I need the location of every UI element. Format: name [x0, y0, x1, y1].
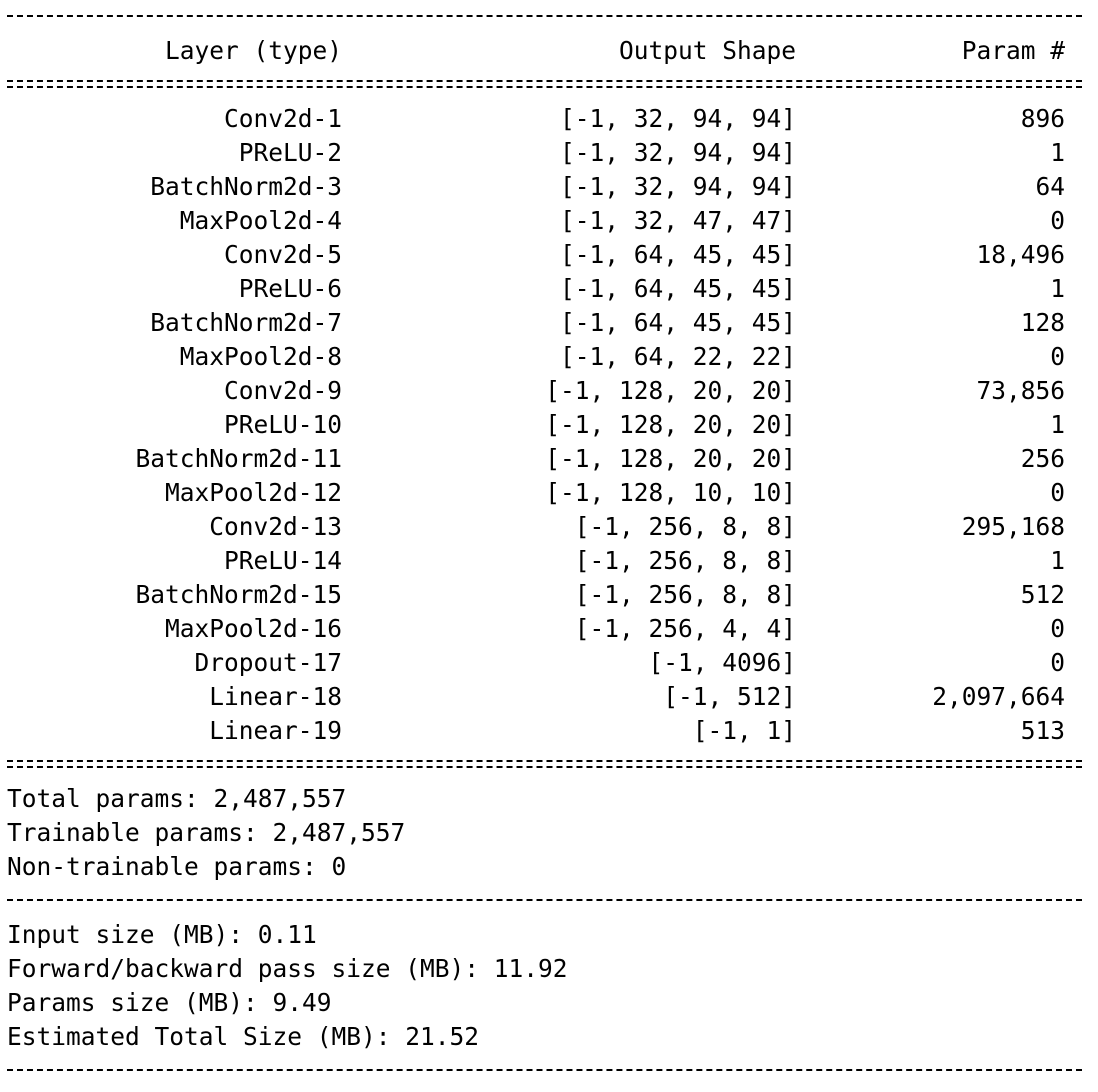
- header-row: [7, 34, 1082, 68]
- output-shape: [-1, 64, 45, 45]: [559, 240, 796, 269]
- layer-name: PReLU-6: [238, 274, 342, 303]
- param-count: 1: [1050, 138, 1065, 167]
- table-row: [7, 204, 1082, 238]
- param-count: 0: [1050, 342, 1065, 371]
- forward-backward-size: Forward/backward pass size (MB): 11.92: [7, 954, 568, 983]
- table-row: [7, 544, 1082, 578]
- param-count: 0: [1050, 614, 1065, 643]
- output-shape: [-1, 32, 94, 94]: [559, 138, 796, 167]
- output-shape: [-1, 512]: [663, 682, 796, 711]
- layer-name: MaxPool2d-16: [164, 614, 342, 643]
- output-shape: [-1, 128, 10, 10]: [545, 478, 796, 507]
- layer-name: MaxPool2d-8: [179, 342, 342, 371]
- table-row: [7, 510, 1082, 544]
- middle-dash-rule: [7, 884, 1082, 918]
- table-row: [7, 476, 1082, 510]
- layer-name: BatchNorm2d-15: [135, 580, 342, 609]
- param-count: 1: [1050, 410, 1065, 439]
- table-row: [7, 408, 1082, 442]
- total-params: Total params: 2,487,557: [7, 784, 347, 813]
- table-row: [7, 578, 1082, 612]
- table-row: [7, 340, 1082, 374]
- header-output-shape: Output Shape: [618, 36, 796, 65]
- param-count: 1: [1050, 274, 1065, 303]
- header-double-rule: [7, 68, 1082, 102]
- layer-name: MaxPool2d-4: [179, 206, 342, 235]
- table-row: [7, 646, 1082, 680]
- param-count: 64: [1035, 172, 1065, 201]
- table-row: [7, 442, 1082, 476]
- output-shape: [-1, 32, 94, 94]: [559, 104, 796, 133]
- input-size: Input size (MB): 0.11: [7, 920, 317, 949]
- param-count: 0: [1050, 206, 1065, 235]
- table-end-double-rule: [7, 748, 1082, 782]
- non-trainable-params: Non-trainable params: 0: [7, 852, 347, 881]
- param-count: 18,496: [976, 240, 1065, 269]
- header-param-count: Param #: [961, 36, 1065, 65]
- layer-name: PReLU-2: [238, 138, 342, 167]
- output-shape: [-1, 32, 47, 47]: [559, 206, 796, 235]
- layer-name: Conv2d-1: [223, 104, 342, 133]
- bottom-dash-rule: [7, 1054, 1082, 1088]
- param-count: 0: [1050, 648, 1065, 677]
- layer-name: Conv2d-5: [223, 240, 342, 269]
- estimated-total-size: Estimated Total Size (MB): 21.52: [7, 1022, 480, 1051]
- top-dash-rule: [7, 0, 1082, 34]
- param-count: 256: [1020, 444, 1065, 473]
- layer-name: PReLU-10: [223, 410, 342, 439]
- table-row: [7, 238, 1082, 272]
- layer-name: BatchNorm2d-3: [150, 172, 342, 201]
- table-row: [7, 102, 1082, 136]
- output-shape: [-1, 256, 8, 8]: [574, 546, 796, 575]
- layer-name: Dropout-17: [194, 648, 342, 677]
- param-count: 896: [1020, 104, 1065, 133]
- model-summary: [7, 0, 1082, 1088]
- output-shape: [-1, 128, 20, 20]: [545, 376, 796, 405]
- output-shape: [-1, 64, 22, 22]: [559, 342, 796, 371]
- table-row: [7, 272, 1082, 306]
- layer-table-body: [7, 102, 1082, 748]
- output-shape: [-1, 256, 4, 4]: [574, 614, 796, 643]
- output-shape: [-1, 64, 45, 45]: [559, 308, 796, 337]
- table-row: [7, 306, 1082, 340]
- output-shape: [-1, 4096]: [648, 648, 796, 677]
- layer-name: BatchNorm2d-7: [150, 308, 342, 337]
- param-count: 0: [1050, 478, 1065, 507]
- layer-name: MaxPool2d-12: [164, 478, 342, 507]
- output-shape: [-1, 128, 20, 20]: [545, 444, 796, 473]
- output-shape: [-1, 32, 94, 94]: [559, 172, 796, 201]
- table-row: [7, 374, 1082, 408]
- layer-name: Conv2d-9: [223, 376, 342, 405]
- table-row: [7, 714, 1082, 748]
- params-size: Params size (MB): 9.49: [7, 988, 332, 1017]
- param-count: 128: [1020, 308, 1065, 337]
- layer-name: BatchNorm2d-11: [135, 444, 342, 473]
- table-row: [7, 170, 1082, 204]
- table-row: [7, 612, 1082, 646]
- param-count: 73,856: [976, 376, 1065, 405]
- param-count: 1: [1050, 546, 1065, 575]
- param-count: 295,168: [961, 512, 1065, 541]
- output-shape: [-1, 256, 8, 8]: [574, 580, 796, 609]
- param-count: 512: [1020, 580, 1065, 609]
- table-row: [7, 680, 1082, 714]
- layer-name: PReLU-14: [223, 546, 342, 575]
- param-count: 2,097,664: [932, 682, 1065, 711]
- layer-name: Linear-19: [209, 716, 342, 745]
- param-count: 513: [1020, 716, 1065, 745]
- layer-name: Linear-18: [209, 682, 342, 711]
- output-shape: [-1, 128, 20, 20]: [545, 410, 796, 439]
- output-shape: [-1, 256, 8, 8]: [574, 512, 796, 541]
- trainable-params: Trainable params: 2,487,557: [7, 818, 406, 847]
- header-layer-type: Layer (type): [164, 36, 342, 65]
- table-row: [7, 136, 1082, 170]
- output-shape: [-1, 64, 45, 45]: [559, 274, 796, 303]
- layer-name: Conv2d-13: [209, 512, 342, 541]
- output-shape: [-1, 1]: [692, 716, 796, 745]
